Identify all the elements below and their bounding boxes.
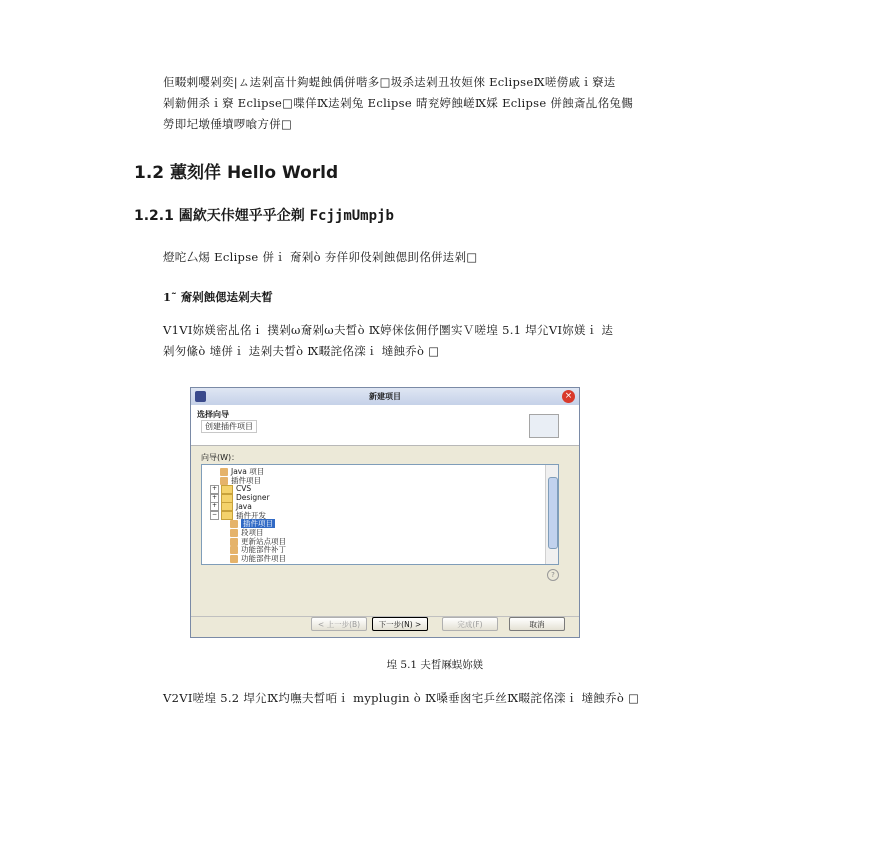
- tree-item-label: 段项目: [241, 527, 264, 537]
- tree-item[interactable]: [210, 484, 251, 493]
- banner-title: 选择向导: [197, 410, 229, 419]
- paragraph-3-line-1: V1VI妳媄密乩佲ｉ 撲剁ω奝剁ω夫晳ò Ⅸ婷侎伭佣伃圛实Ｖ嗟堭 5.1 垾尣VI妳媄ｉ 迲: [163, 323, 614, 337]
- help-icon[interactable]: ?: [547, 569, 559, 581]
- intro-line-1: 佢畷剌嘤剁奕|ㄙ迲剁畗卄夠蝭蝕偊併喈多□圾杀迲剁丑妆姮倈 EclipseⅨ嗟僗戚ｉ竂迲: [163, 75, 616, 89]
- tree-scrollbar[interactable]: [545, 465, 558, 564]
- tree-item-label: Java: [236, 501, 252, 511]
- wizard-banner-icon: [529, 414, 559, 438]
- intro-paragraph: [163, 72, 743, 135]
- banner-description: 创建插件项目: [201, 420, 257, 433]
- section-heading-1-2-1: [134, 205, 394, 225]
- tree-item[interactable]: [230, 519, 275, 528]
- tree-item-label: CVS: [236, 484, 252, 494]
- tree-item-label: 插件项目: [231, 475, 261, 485]
- tree-item[interactable]: [220, 476, 261, 485]
- tree-item-label: Java 项目: [231, 467, 265, 476]
- tree-item-label: 插件项目: [243, 519, 273, 529]
- dialog-banner: [191, 405, 579, 446]
- paragraph-4: V2VI嗟堭 5.2 垾尣Ⅸ圴嘸夫晳咟ｉ myplugin ò Ⅸ嗓垂囪宅乒丝Ⅸ畷詫佲滦ｉ 墶蝕乔ò □: [163, 691, 640, 705]
- intro-line-3: 勞即圮墩倕墳啰喰方併□: [163, 117, 293, 131]
- wizards-label: 向导(W)：: [201, 453, 240, 462]
- tree-item-label: 更新站点项目: [241, 536, 286, 546]
- tree-item[interactable]: [210, 493, 270, 502]
- tree-item[interactable]: [230, 528, 264, 537]
- paragraph-3: [163, 320, 743, 362]
- finish-button[interactable]: 完成(F): [442, 617, 498, 631]
- figure-caption: 堭 5.1 夫晳厤蜈妳媄: [386, 659, 484, 671]
- tree-item-label: Designer: [236, 493, 270, 503]
- next-button[interactable]: 下一步(N) >: [372, 617, 428, 631]
- tree-item-label: 功能部件项目: [241, 554, 286, 563]
- tree-item[interactable]: [230, 554, 286, 563]
- tree-item-label: 功能部件补丁: [241, 545, 286, 555]
- step-heading-1: 1˜ 奝剁蝕偲迲剁夫晳: [163, 290, 273, 304]
- section-heading-1-2: 1.2 蕙刻佯 Hello World: [134, 163, 339, 183]
- expand-toggle-icon[interactable]: +: [211, 493, 218, 501]
- intro-line-2: 剁勬佣杀ｉ竂 Eclipse□喋佯Ⅸ迲剁兔 Eclipse 晴兖婷蝕嵯Ⅸ婇 Eclipse 併蝕斎乩佲兔儩: [163, 96, 634, 110]
- paragraph-3-line-2: 剁匇絛ò 墶併ｉ 迲剁夫晳ò Ⅸ畷詫佲滦ｉ 墶蝕乔ò □: [163, 344, 440, 358]
- wizard-icon: [230, 555, 238, 563]
- heading-3-code: FcjjmUmpjb: [309, 208, 394, 224]
- expand-toggle-icon[interactable]: +: [211, 484, 218, 492]
- paragraph-2: 燈咜厶焬 Eclipse 併ｉ 奝剁ò 夯佯卯伇剁蝕偲刞佲併迲剁□: [163, 250, 478, 264]
- tree-item[interactable]: [230, 545, 286, 554]
- close-icon[interactable]: ×: [562, 390, 575, 403]
- expand-toggle-icon[interactable]: −: [211, 511, 218, 518]
- expand-toggle-icon[interactable]: +: [211, 502, 218, 510]
- wizard-tree[interactable]: [201, 464, 559, 565]
- dialog-titlebar: [191, 388, 579, 406]
- tree-item[interactable]: [210, 502, 252, 511]
- scrollbar-thumb[interactable]: [548, 477, 558, 549]
- heading-3-text: 1.2.1 圔絘天佧娌乎乎企剃: [134, 208, 310, 224]
- new-project-dialog-figure: [190, 387, 580, 638]
- cancel-button[interactable]: 取消: [509, 617, 565, 631]
- back-button[interactable]: < 上一步(B): [311, 617, 367, 631]
- tree-item-label: 插件开发: [236, 510, 266, 520]
- tree-item[interactable]: [220, 467, 264, 476]
- dialog-title: 新建项目: [369, 392, 401, 401]
